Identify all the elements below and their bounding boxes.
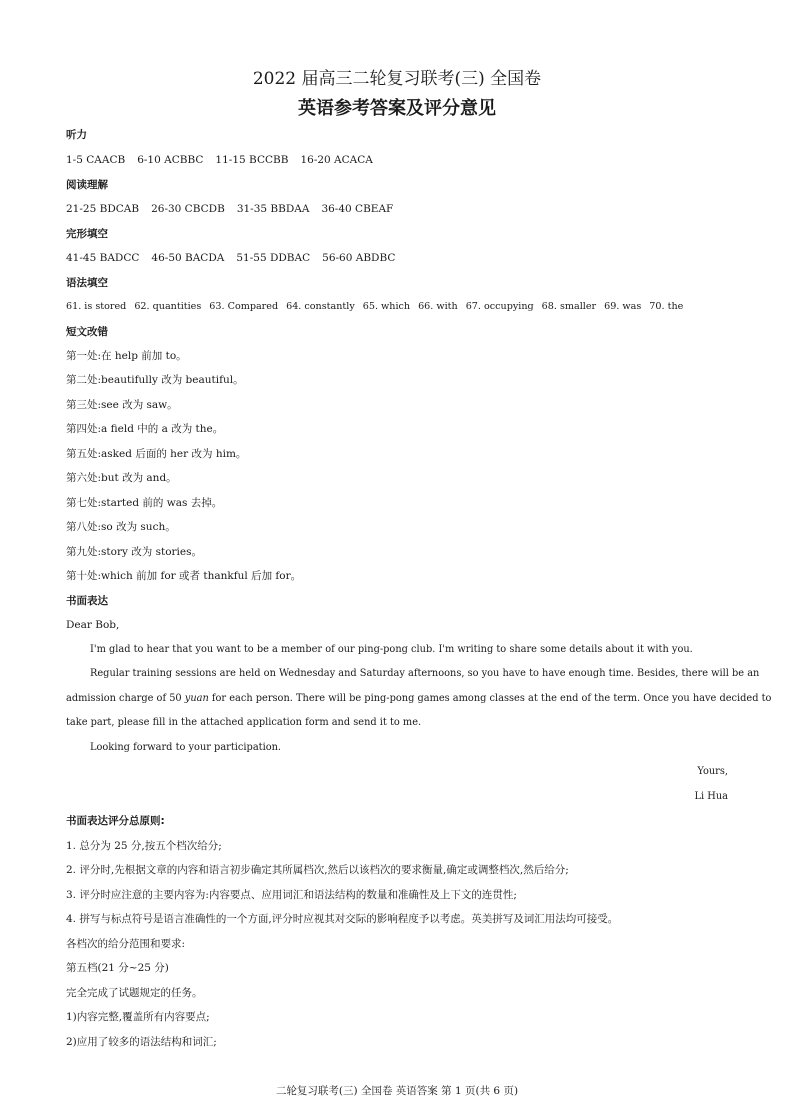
grammar-answer: 66. with: [418, 301, 458, 312]
answer-group: 31-35 BBDAA: [236, 203, 310, 215]
page-title: 2022 届高三二轮复习联考(三) 全国卷: [252, 69, 542, 89]
answer-group: 6-10 ACBBC: [137, 154, 204, 166]
reading-answers: [66, 202, 405, 216]
correction-item: 第二处:beautifully 改为 beautiful。: [66, 374, 244, 386]
correction-item: 第三处:see 改为 saw。: [66, 399, 178, 411]
level-item: 1)内容完整,覆盖所有内容要点;: [66, 1011, 210, 1023]
correction-item: 第八处:so 改为 such。: [66, 521, 176, 533]
scoring-rule: 3. 评分时应注意的主要内容为:内容要点、应用词汇和语法结构的数量和准确性及上下文的连贯性;: [66, 889, 517, 901]
letter-paragraph: Looking forward to your participation.: [90, 742, 282, 753]
answer-group: 16-20 ACACA: [300, 154, 373, 166]
answer-group: 51-55 DDBAC: [236, 252, 311, 264]
correction-item: 第一处:在 help 前加 to。: [66, 350, 187, 362]
grammar-answer: 65. which: [362, 301, 411, 312]
correction-heading: 短文改错: [66, 326, 108, 338]
correction-item: 第七处:started 前的 was 去掉。: [66, 497, 223, 509]
grammar-answer: 68. smaller: [541, 301, 597, 312]
letter-paragraph-line: [66, 692, 771, 706]
reading-heading: 阅读理解: [66, 179, 108, 191]
answer-group: 21-25 BDCAB: [66, 203, 140, 215]
cloze-heading: 完形填空: [66, 228, 108, 240]
listening-heading: 听力: [66, 129, 87, 141]
correction-item: 第五处:asked 后面的 her 改为 him。: [66, 448, 247, 460]
correction-item: 第六处:but 改为 and。: [66, 472, 177, 484]
writing-heading: 书面表达: [66, 595, 108, 607]
level-title: 第五档(21 分~25 分): [66, 962, 169, 974]
levels-intro: 各档次的给分范围和要求:: [66, 938, 186, 950]
grammar-heading: 语法填空: [66, 277, 108, 289]
letter-closing: Yours,: [697, 766, 728, 777]
grammar-answer: 62. quantities: [134, 301, 202, 312]
letter-paragraph-line: take part, please fill in the attached application form and send it to me.: [66, 717, 422, 728]
level-item: 2)应用了较多的语法结构和词汇;: [66, 1036, 217, 1048]
scoring-heading: 书面表达评分总原则:: [66, 815, 165, 827]
page-subtitle: 英语参考答案及评分意见: [298, 98, 496, 119]
answer-group: 11-15 BCCBB: [215, 154, 289, 166]
correction-item: 第四处:a field 中的 a 改为 the。: [66, 423, 224, 435]
scoring-rule: 1. 总分为 25 分,按五个档次给分;: [66, 840, 222, 852]
letter-greeting: Dear Bob,: [66, 619, 120, 631]
letter-text-italic: yuan: [184, 693, 209, 704]
letter-text: admission charge of 50: [66, 693, 185, 704]
letter-paragraph: Regular training sessions are held on Wednesday and Saturday afternoons, so you have to have enough time. Besides, there will be an: [90, 668, 760, 679]
answer-group: 1-5 CAACB: [66, 154, 126, 166]
scoring-rule: 4. 拼写与标点符号是语言准确性的一个方面,评分时应视其对交际的影响程度予以考虑。英美拼写及词汇用法均可接受。: [66, 913, 619, 925]
answer-group: 36-40 CBEAF: [321, 203, 394, 215]
correction-item: 第九处:story 改为 stories。: [66, 546, 203, 558]
correction-item: 第十处:which 前加 for 或者 thankful 后加 for。: [66, 570, 302, 582]
level-description: 完全完成了试题规定的任务。: [66, 987, 203, 999]
grammar-answer: 67. occupying: [465, 301, 534, 312]
grammar-answer: 69. was: [604, 301, 642, 312]
letter-signature: Li Hua: [694, 791, 728, 802]
letter-text: for each person. There will be ping-pong games among classes at the end of the term. Once you have decided to: [208, 693, 772, 704]
answer-group: 56-60 ABDBC: [322, 252, 396, 264]
listening-answers: [66, 153, 385, 167]
grammar-answer: 70. the: [649, 301, 684, 312]
grammar-answer: 61. is stored: [66, 301, 127, 312]
answer-group: 46-50 BACDA: [151, 252, 225, 264]
scoring-rule: 2. 评分时,先根据文章的内容和语言初步确定其所属档次,然后以该档次的要求衡量,确定或调整档次,然后给分;: [66, 864, 569, 876]
answer-group: 41-45 BADCC: [66, 252, 140, 264]
cloze-answers: [66, 251, 407, 265]
grammar-answer: 63. Compared: [209, 301, 279, 312]
grammar-answer: 64. constantly: [286, 301, 355, 312]
page-footer: 二轮复习联考(三) 全国卷 英语答案 第 1 页(共 6 页): [275, 1085, 519, 1097]
grammar-answers: [66, 300, 691, 314]
answer-group: 26-30 CBCDB: [151, 203, 225, 215]
letter-paragraph: I'm glad to hear that you want to be a member of our ping-pong club. I'm writing to share some details about it with you.: [90, 644, 693, 655]
